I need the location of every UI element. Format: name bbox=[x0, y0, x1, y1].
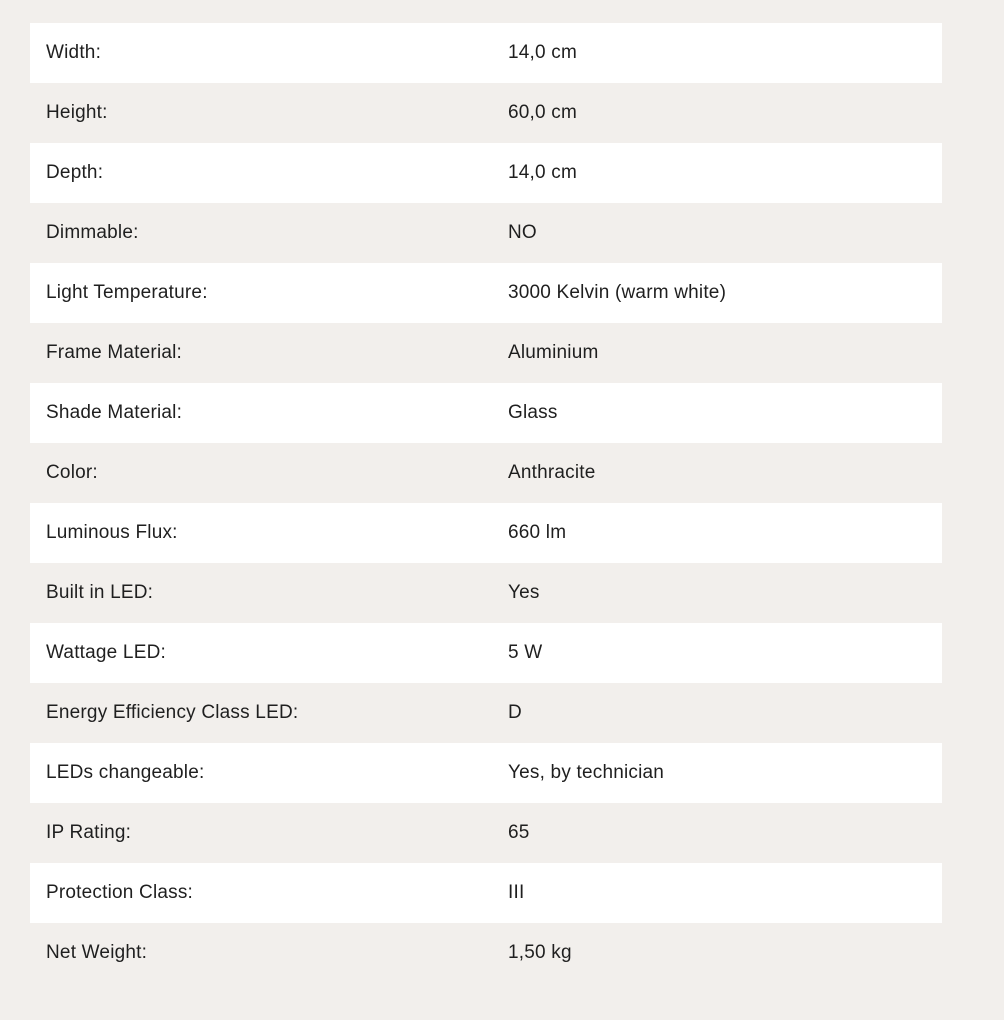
spec-value: Yes bbox=[508, 582, 540, 603]
spec-label: Light Temperature: bbox=[46, 282, 208, 303]
spec-label: Wattage LED: bbox=[46, 642, 166, 663]
spec-value: Glass bbox=[508, 402, 558, 423]
spec-label: Frame Material: bbox=[46, 342, 183, 363]
spec-value: 60,0 cm bbox=[508, 102, 577, 123]
spec-value: 660 lm bbox=[508, 522, 567, 543]
spec-row-net-weight bbox=[30, 923, 942, 983]
spec-value: Yes, by technician bbox=[508, 762, 665, 783]
spec-label: Color: bbox=[46, 462, 98, 483]
spec-table bbox=[30, 23, 942, 983]
spec-value: 14,0 cm bbox=[508, 162, 577, 183]
spec-row-wattage-led bbox=[30, 623, 942, 683]
spec-label: LEDs changeable: bbox=[46, 762, 205, 783]
spec-row-energy-efficiency-class bbox=[30, 683, 942, 743]
spec-row-width bbox=[30, 23, 942, 83]
spec-label: Depth: bbox=[46, 162, 104, 183]
spec-label: Width: bbox=[46, 42, 102, 63]
spec-row-leds-changeable bbox=[30, 743, 942, 803]
spec-label: IP Rating: bbox=[46, 822, 132, 843]
spec-value: 65 bbox=[508, 822, 530, 843]
spec-row-protection-class bbox=[30, 863, 942, 923]
spec-label: Energy Efficiency Class LED: bbox=[46, 702, 299, 723]
spec-row-ip-rating bbox=[30, 803, 942, 863]
spec-label: Height: bbox=[46, 102, 108, 123]
spec-label: Protection Class: bbox=[46, 882, 194, 903]
spec-value: Aluminium bbox=[508, 342, 599, 363]
spec-row-built-in-led bbox=[30, 563, 942, 623]
spec-label: Dimmable: bbox=[46, 222, 139, 243]
spec-value: 5 W bbox=[508, 642, 543, 663]
spec-row-color bbox=[30, 443, 942, 503]
spec-row-height bbox=[30, 83, 942, 143]
spec-value: Anthracite bbox=[508, 462, 596, 483]
spec-value: 14,0 cm bbox=[508, 42, 577, 63]
spec-label: Net Weight: bbox=[46, 942, 148, 963]
spec-row-depth bbox=[30, 143, 942, 203]
spec-row-shade-material bbox=[30, 383, 942, 443]
spec-label: Built in LED: bbox=[46, 582, 154, 603]
spec-row-light-temperature bbox=[30, 263, 942, 323]
spec-label: Shade Material: bbox=[46, 402, 183, 423]
spec-label: Luminous Flux: bbox=[46, 522, 178, 543]
spec-value: III bbox=[508, 882, 525, 903]
spec-row-luminous-flux bbox=[30, 503, 942, 563]
spec-row-dimmable bbox=[30, 203, 942, 263]
spec-value: D bbox=[508, 702, 522, 723]
spec-value: NO bbox=[508, 222, 537, 243]
spec-row-frame-material bbox=[30, 323, 942, 383]
spec-value: 1,50 kg bbox=[508, 942, 572, 963]
spec-value: 3000 Kelvin (warm white) bbox=[508, 282, 727, 303]
